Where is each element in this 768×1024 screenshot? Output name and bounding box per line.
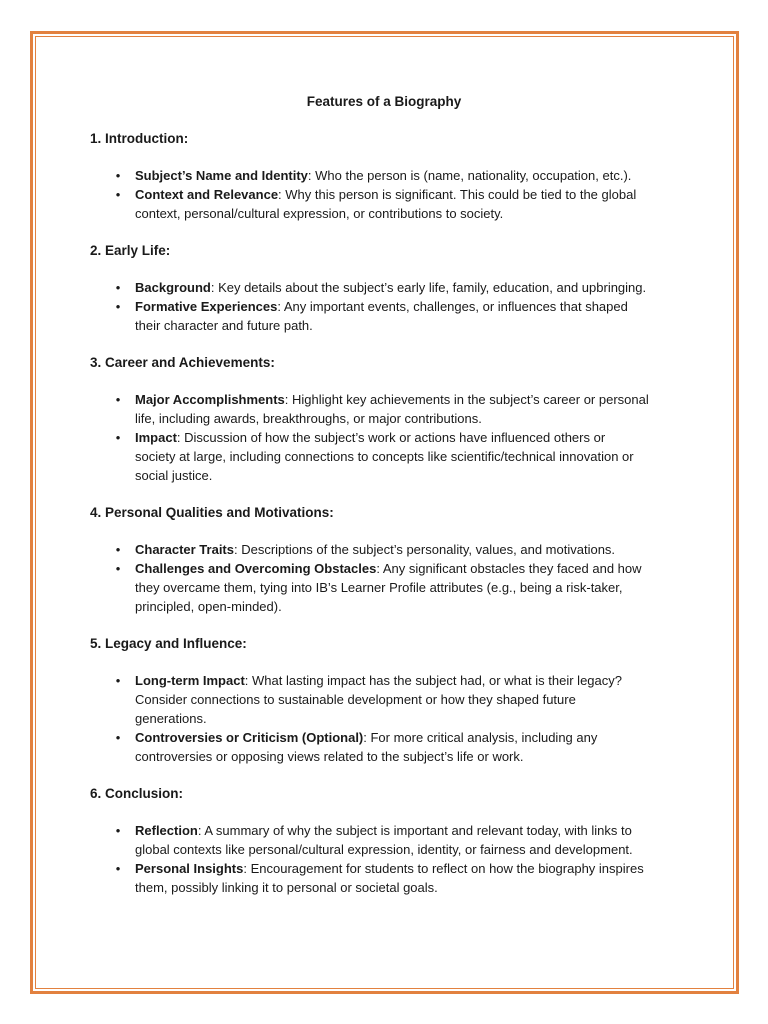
bullet-icon: • <box>115 168 121 183</box>
item-line: life, including awards, breakthroughs, or major contributions. <box>135 411 482 426</box>
bullet-icon: • <box>115 823 121 838</box>
bullet-icon: • <box>115 561 121 576</box>
item-term: Background <box>135 280 211 295</box>
bullet-icon: • <box>115 542 121 557</box>
list-item <box>112 540 692 559</box>
item-term: Subject’s Name and Identity <box>135 168 308 183</box>
bullet-icon: • <box>115 280 121 295</box>
bullet-icon: • <box>115 299 121 314</box>
item-term: Character Traits <box>135 542 234 557</box>
item-text: : For more critical analysis, including any <box>363 730 598 745</box>
item-line: controversies or opposing views related to the subject’s life or work. <box>135 749 524 764</box>
list-item <box>112 278 692 297</box>
item-line <box>135 859 692 878</box>
item-term: Impact <box>135 430 177 445</box>
item-term: Challenges and Overcoming Obstacles <box>135 561 377 576</box>
section-heading-career: 3. Career and Achievements: <box>90 355 275 370</box>
item-term: Personal Insights <box>135 861 244 876</box>
bullet-icon: • <box>115 187 121 202</box>
item-text: : Any important events, challenges, or influences that shaped <box>277 299 628 314</box>
bullet-icon: • <box>115 861 121 876</box>
item-line: context, personal/cultural expression, or contributions to society. <box>135 206 504 221</box>
section-heading-introduction: 1. Introduction: <box>90 131 189 146</box>
document-title: Features of a Biography <box>306 94 462 109</box>
section-heading-legacy: 5. Legacy and Influence: <box>90 636 247 651</box>
item-line <box>135 297 692 316</box>
item-line: principled, open-minded). <box>135 599 282 614</box>
item-line: they overcame them, tying into IB’s Learner Profile attributes (e.g., being a risk-taker, <box>135 580 623 595</box>
list-item <box>112 728 692 766</box>
item-term: Long-term Impact <box>135 673 245 688</box>
item-text: : Any significant obstacles they faced and how <box>376 561 642 576</box>
item-line <box>135 821 692 840</box>
list-item <box>112 821 692 859</box>
item-line: them, possibly linking it to personal or societal goals. <box>135 880 438 895</box>
item-line: social justice. <box>135 468 213 483</box>
bullet-icon: • <box>115 430 121 445</box>
item-line: generations. <box>135 711 207 726</box>
section-heading-early-life: 2. Early Life: <box>90 243 171 258</box>
item-term: Controversies or Criticism (Optional) <box>135 730 364 745</box>
list-item <box>112 390 692 428</box>
item-text: : What lasting impact has the subject had, or what is their legacy? <box>244 673 622 688</box>
item-line <box>135 428 692 447</box>
item-text: : Descriptions of the subject’s personality, values, and motivations. <box>234 542 616 557</box>
item-text: : Highlight key achievements in the subject’s career or personal <box>284 392 649 407</box>
item-term: Formative Experiences <box>135 299 278 314</box>
item-text: : Why this person is significant. This could be tied to the global <box>278 187 637 202</box>
section-heading-conclusion: 6. Conclusion: <box>90 786 184 801</box>
list-item <box>112 297 692 335</box>
item-term: Reflection <box>135 823 198 838</box>
list-item <box>112 559 692 616</box>
item-line <box>135 185 692 204</box>
bullet-icon: • <box>115 730 121 745</box>
list-item <box>112 859 692 897</box>
item-line: their character and future path. <box>135 318 313 333</box>
list-item <box>112 185 692 223</box>
item-line <box>135 559 692 578</box>
item-line: society at large, including connections to concepts like scientific/technical innovation or <box>135 449 634 464</box>
item-line <box>135 278 692 297</box>
item-text: : Who the person is (name, nationality, occupation, etc.). <box>307 168 632 183</box>
bullet-icon: • <box>115 392 121 407</box>
item-text: : Discussion of how the subject’s work or actions have influenced others or <box>176 430 606 445</box>
list-item <box>112 166 692 185</box>
list-item <box>112 671 692 728</box>
list-item <box>112 428 692 485</box>
item-term: Context and Relevance <box>135 187 279 202</box>
item-text: : A summary of why the subject is important and relevant today, with links to <box>197 823 632 838</box>
item-text: : Encouragement for students to reflect on how the biography inspires <box>243 861 644 876</box>
item-line: Consider connections to sustainable development or how they shaped future <box>135 692 576 707</box>
item-line <box>135 166 692 185</box>
item-line <box>135 671 692 690</box>
bullet-icon: • <box>115 673 121 688</box>
section-heading-personal-qualities: 4. Personal Qualities and Motivations: <box>90 505 334 520</box>
item-line <box>135 728 692 747</box>
item-term: Major Accomplishments <box>135 392 285 407</box>
item-line <box>135 540 692 559</box>
item-text: : Key details about the subject’s early life, family, education, and upbringing. <box>210 280 647 295</box>
item-line <box>135 390 692 409</box>
item-line: global contexts like personal/cultural expression, identity, or fairness and development. <box>135 842 633 857</box>
